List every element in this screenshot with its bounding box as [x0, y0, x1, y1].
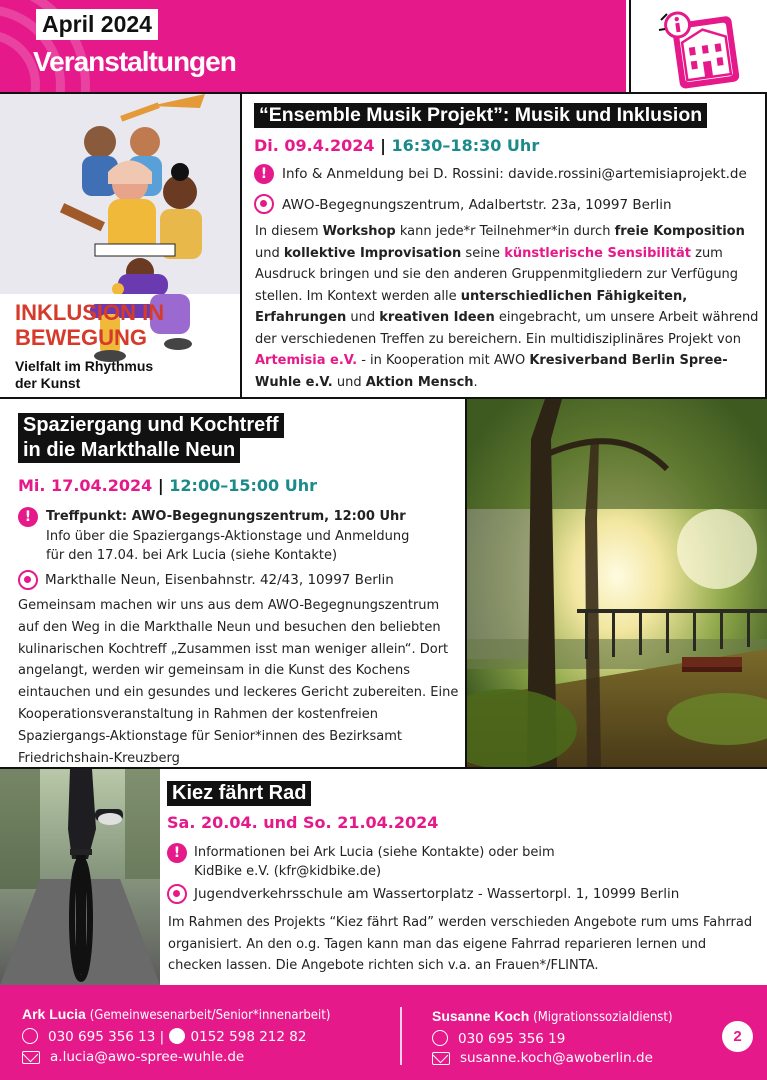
text-run-bold: Aktion Mensch	[365, 374, 474, 390]
contact1-role: (Gemeinwesenarbeit/Senior*innenarbeit)	[89, 1008, 331, 1023]
event3-date-line	[167, 813, 438, 832]
event1-title	[254, 103, 707, 128]
footer-divider	[400, 1007, 402, 1065]
contact2-name: Susanne Koch	[432, 1008, 530, 1024]
contact1-heading	[22, 1006, 330, 1023]
text-run-bold: kreativen Ideen	[379, 310, 495, 325]
event3-info-line: KidBike e.V. (kfr@kidbike.de)	[194, 864, 382, 879]
mail-icon	[432, 1052, 450, 1065]
illustration-subtitle-line: der Kunst	[15, 375, 81, 391]
header-banner	[0, 0, 626, 92]
contact1-phones	[22, 1028, 306, 1045]
phone-icon	[22, 1028, 38, 1044]
date-separator: |	[157, 476, 164, 495]
event2-location: Markthalle Neun, Eisenbahnstr. 42/43, 10997 Berlin	[45, 572, 394, 588]
event2-title-line: in die Markthalle Neun	[18, 438, 240, 463]
event1-title-text: “Ensemble Musik Projekt”: Musik und Inklusion	[254, 103, 707, 128]
event1-date-line	[254, 136, 539, 155]
event3-location: Jugendverkehrsschule am Wassertorplatz - Wassertorpl. 1, 10999 Berlin	[194, 886, 680, 902]
header-date: April 2024	[36, 9, 158, 40]
text-run-bold: kollektive Improvisation	[283, 245, 462, 261]
header-title: Veranstaltungen	[33, 46, 236, 77]
text-run-bold: Kresiverband Berlin Spree-Wuhle e.V.	[255, 353, 728, 390]
event2-title-line: Spaziergang und Kochtreff	[18, 413, 284, 438]
event2-date-line	[18, 476, 317, 495]
whatsapp-icon	[169, 1028, 185, 1044]
location-pin-icon	[167, 884, 187, 904]
event2-meeting-label: Treffpunkt: AWO-Begegnungszentrum, 12:00 Uhr	[46, 509, 406, 524]
event1-info: Info & Anmeldung bei D. Rossini: davide.rossini@artemisiaprojekt.de	[282, 166, 747, 182]
contact2-email-row	[432, 1050, 653, 1066]
event3-info-line: Informationen bei Ark Lucia (siehe Kontakte) oder beim	[194, 845, 555, 860]
event3-date: Sa. 20.04. und So. 21.04.2024	[167, 813, 439, 832]
illustration-subtitle-line: Vielfalt im Rhythmus	[15, 358, 154, 374]
contact2-heading	[432, 1008, 673, 1025]
text-run-bold: Workshop	[322, 224, 396, 239]
event2-meeting	[46, 507, 409, 566]
park-photo	[467, 399, 767, 767]
event1-time: 16:30–18:30 Uhr	[391, 136, 540, 155]
contact2-phone-row	[432, 1030, 565, 1047]
text-run: und	[332, 374, 366, 390]
text-run-bold: freie Komposition	[614, 224, 745, 239]
event3-title-text: Kiez fährt Rad	[167, 781, 311, 806]
contact2-email[interactable]: susanne.koch@awoberlin.de	[460, 1050, 653, 1066]
location-pin-icon	[254, 194, 274, 214]
exclamation-icon: !	[18, 507, 38, 527]
mail-icon	[22, 1051, 40, 1064]
contact1-name: Ark Lucia	[22, 1006, 86, 1022]
contact1-email[interactable]: a.lucia@awo-spree-wuhle.de	[50, 1049, 245, 1065]
event3-title	[167, 781, 311, 806]
page-header	[0, 0, 767, 92]
text-run: - in Kooperation mit AWO	[357, 353, 530, 368]
text-run: und	[255, 245, 284, 261]
contact2-role: (Migrationssozialdienst)	[533, 1010, 673, 1025]
text-run: .	[473, 374, 478, 390]
contact-footer	[0, 985, 767, 1080]
text-run: kann jede*r Teilnehmer*in durch	[395, 224, 615, 239]
illustration-subtitle	[15, 358, 153, 392]
event1-date: Di. 09.4.2024	[254, 136, 375, 155]
text-run-highlight: künstlerische Sensibilität	[504, 245, 691, 261]
text-run: In diesem	[255, 224, 323, 239]
event1-description	[255, 221, 760, 393]
contact1-mobile[interactable]: 0152 598 212 82	[190, 1029, 307, 1045]
inclusion-illustration	[0, 94, 240, 397]
contact2-phone[interactable]: 030 695 356 19	[458, 1031, 566, 1047]
contact1-email-row	[22, 1049, 244, 1065]
event2-description: Gemeinsam machen wir uns aus dem AWO-Begegnungszentrum auf den Weg in die Markthalle Neun und besuchen den beliebten kulinarischen Kochtreff „Zusammen isst man weniger allein“. Dort angelangt, werden wir gemeinsam in die Kunst des Kochens eintauchen und ein gesundes und leckeres Gericht zubereiten. Eine Kooperationsveranstaltung in Rahmen der kostenfreien Spaziergangs-Aktionstage für Senior*innen des Bezirksamt Friedrichshain-Kreuzberg	[18, 598, 459, 766]
text-run-highlight: Artemisia e.V.	[255, 353, 358, 368]
text-run: eingebracht, um unsere Arbeit während der verschiedenen Treffen zu bereichern. Ein multidisziplinäres Projekt von	[255, 310, 759, 347]
phone-separator: |	[159, 1029, 165, 1045]
musicians-illustration	[0, 94, 240, 294]
info-house-icon	[629, 0, 767, 92]
date-separator: |	[380, 136, 386, 155]
illustration-title-line: BEWEGUNG	[15, 325, 147, 350]
illustration-title	[15, 300, 164, 350]
event2-date: Mi. 17.04.2024	[18, 476, 153, 495]
location-pin-icon	[18, 570, 38, 590]
event2-meeting-info: Info über die Spaziergangs-Aktionstage und Anmeldung	[46, 528, 410, 544]
illustration-title-line: INKLUSION IN	[15, 300, 165, 325]
event2-time: 12:00–15:00 Uhr	[169, 476, 317, 495]
event3-info	[194, 843, 555, 881]
text-run: und	[346, 310, 380, 325]
event2-meeting-info: für den 17.04. bei Ark Lucia (siehe Kontakte)	[46, 548, 338, 563]
contact1-phone[interactable]: 030 695 356 13	[48, 1029, 156, 1045]
bicycle-photo	[0, 769, 160, 985]
text-run: zum Ausdruck bringen und sie den anderen Gruppenmitgliedern zur Verfügung stellen. Im Kontext werden alle	[255, 245, 739, 304]
event1-location: AWO-Begegnungszentrum, Adalbertstr. 23a, 10997 Berlin	[282, 197, 672, 213]
phone-icon	[432, 1030, 448, 1046]
event2-title	[18, 413, 284, 463]
page-number: 2	[722, 1021, 753, 1052]
text-run-bold: unterschiedlichen Fähigkeiten, Erfahrungen	[255, 288, 688, 325]
exclamation-icon: !	[254, 164, 274, 184]
text-run: seine	[461, 245, 505, 261]
divider	[240, 92, 242, 397]
exclamation-icon: !	[167, 843, 187, 863]
event3-description: Im Rahmen des Projekts “Kiez fährt Rad” werden verschieden Angebote rum ums Fahrrad organisiert. An den o.g. Tagen kann man das eigene Fahrrad reparieren lernen und checken lassen. Die Angebote richten sich v.a. an Frauen*/FLINTA.	[168, 915, 753, 973]
